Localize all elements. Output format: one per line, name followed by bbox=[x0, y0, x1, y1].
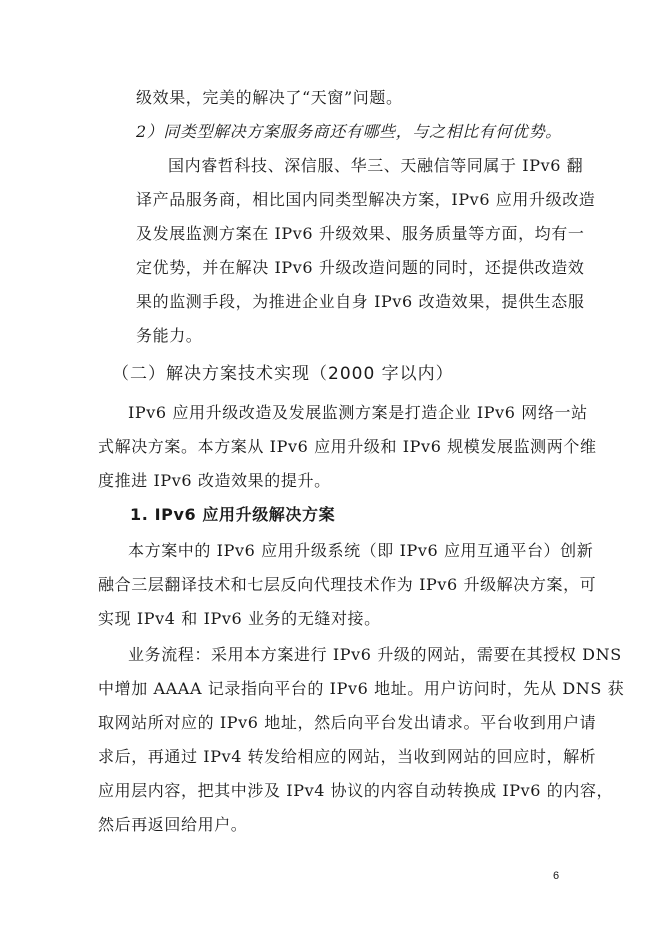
paragraph-line: 国内睿哲科技、深信服、华三、天融信等同属于 IPv6 翻 bbox=[168, 156, 584, 175]
paragraph-line: 求后，再通过 IPv4 转发给相应的网站，当收到网站的回应时，解析 bbox=[98, 747, 597, 766]
paragraph-line: 级效果，完美的解决了“天窗”问题。 bbox=[136, 88, 403, 107]
subsection-question: 2）同类型解决方案服务商还有哪些，与之相比有何优势。 bbox=[136, 122, 562, 141]
subsection-heading: 1. IPv6 应用升级解决方案 bbox=[130, 505, 336, 524]
paragraph-line: 取网站所对应的 IPv6 地址，然后向平台发出请求。平台收到用户请 bbox=[98, 713, 597, 732]
paragraph-line: IPv6 应用升级改造及发展监测方案是打造企业 IPv6 网络一站 bbox=[128, 403, 588, 422]
paragraph-line: 务能力。 bbox=[136, 326, 203, 345]
section-heading: （二）解决方案技术实现（2000 字以内） bbox=[112, 364, 454, 384]
paragraph-line: 果的监测手段，为推进企业自身 IPv6 改造效果，提供生态服 bbox=[136, 292, 585, 311]
paragraph-line: 然后再返回给用户。 bbox=[98, 815, 248, 834]
paragraph-line: 译产品服务商，相比国内同类型解决方案，IPv6 应用升级改造 bbox=[136, 190, 596, 209]
paragraph-line: 应用层内容，把其中涉及 IPv4 协议的内容自动转换成 IPv6 的内容， bbox=[98, 781, 614, 800]
paragraph-line: 本方案中的 IPv6 应用升级系统（即 IPv6 应用互通平台）创新 bbox=[128, 541, 594, 560]
paragraph-line: 融合三层翻译技术和七层反向代理技术作为 IPv6 升级解决方案，可 bbox=[98, 575, 597, 594]
paragraph-line: 中增加 AAAA 记录指向平台的 IPv6 地址。用户访问时，先从 DNS 获 bbox=[98, 679, 625, 698]
paragraph-line: 业务流程：采用本方案进行 IPv6 升级的网站，需要在其授权 DNS bbox=[128, 645, 622, 664]
paragraph-line: 及发展监测方案在 IPv6 升级效果、服务质量等方面，均有一 bbox=[136, 224, 585, 243]
page-number: 6 bbox=[553, 870, 560, 882]
paragraph-line: 定优势，并在解决 IPv6 升级改造问题的同时，还提供改造效 bbox=[136, 258, 585, 277]
paragraph-line: 式解决方案。本方案从 IPv6 应用升级和 IPv6 规模发展监测两个维 bbox=[98, 437, 597, 456]
paragraph-line: 度推进 IPv6 改造效果的提升。 bbox=[98, 471, 331, 490]
paragraph-line: 实现 IPv4 和 IPv6 业务的无缝对接。 bbox=[98, 609, 381, 628]
